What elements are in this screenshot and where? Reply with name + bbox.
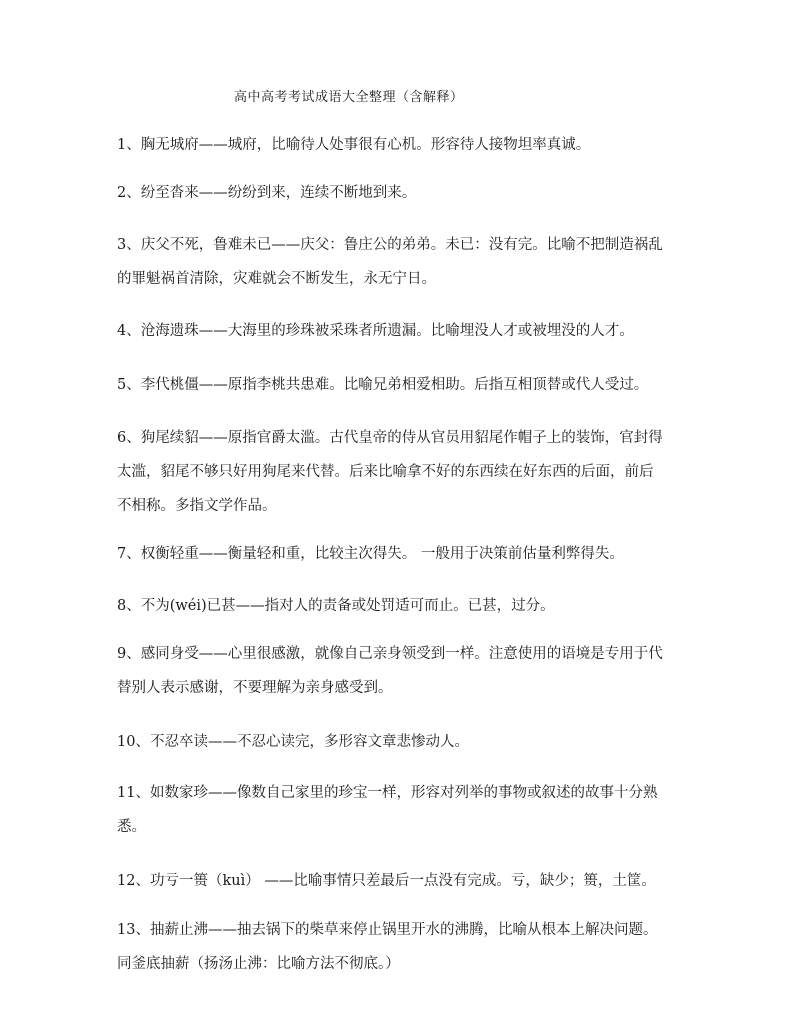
entry-line: 1、胸无城府——城府，比喻待人处事很有心机。形容待人接物坦率真诚。 [117, 137, 591, 153]
entry-line: 同釜底抽薪（扬汤止沸：比喻方法不彻底。） [117, 956, 400, 972]
idiom-entry-12 [117, 864, 695, 898]
entry-line: 替别人表示感谢，不要理解为亲身感受到。 [117, 680, 393, 696]
idiom-entry-10 [117, 725, 695, 759]
entry-line: 12、功亏一篑（kuì） ——比喻事情只差最后一点没有完成。亏，缺少；篑，土筐。 [117, 873, 656, 889]
entry-line: 的罪魁祸首清除，灾难就会不断发生，永无宁日。 [117, 271, 436, 287]
entry-line: 太滥，貂尾不够只好用狗尾来代替。后来比喻拿不好的东西续在好东西的后面，前后 [117, 464, 654, 480]
entry-line: 3、庆父不死，鲁难未已——庆父：鲁庄公的弟弟。未已：没有完。比喻不把制造祸乱 [117, 237, 663, 253]
idiom-entry-3 [117, 228, 695, 296]
idiom-entry-7 [117, 537, 695, 571]
entry-line: 8、不为(wéi)已甚——指对人的责备或处罚适可而止。已甚，过分。 [117, 598, 555, 614]
idiom-entry-9 [117, 637, 695, 705]
entry-line: 悉。 [117, 819, 146, 835]
entry-line: 6、狗尾续貂——原指官爵太滥。古代皇帝的侍从官员用貂尾作帽子上的装饰，官封得 [117, 430, 663, 446]
entry-line: 2、纷至沓来——纷纷到来，连续不断地到来。 [117, 185, 417, 201]
idiom-entry-6 [117, 421, 695, 523]
idiom-entry-8 [117, 589, 695, 623]
entry-line: 不相称。多指文学作品。 [117, 498, 277, 514]
entry-line: 10、不忍卒读——不忍心读完，多形容文章悲惨动人。 [117, 734, 469, 750]
idiom-entry-2 [117, 176, 695, 210]
entry-line: 11、如数家珍——像数自己家里的珍宝一样，形容对列举的事物或叙述的故事十分熟 [117, 785, 658, 801]
entry-line: 4、沧海遗珠——大海里的珍珠被采珠者所遗漏。比喻埋没人才或被埋没的人才。 [117, 323, 634, 339]
idiom-entry-4 [117, 314, 695, 348]
entry-line: 13、抽薪止沸——抽去锅下的柴草来停止锅里开水的沸腾，比喻从根本上解决问题。 [117, 922, 658, 938]
idiom-entry-13 [117, 913, 695, 981]
idiom-entry-1 [117, 128, 695, 162]
entry-line: 5、李代桃僵——原指李桃共患难。比喻兄弟相爱相助。后指互相顶替或代人受过。 [117, 377, 649, 393]
idiom-entry-11 [117, 776, 695, 844]
idiom-entry-5 [117, 368, 695, 402]
page-title: 高中高考考试成语大全整理（含解释） [234, 90, 464, 105]
entry-line: 9、感同身受——心里很感激，就像自己亲身领受到一样。注意使用的语境是专用于代 [117, 646, 663, 662]
entry-line: 7、权衡轻重——衡量轻和重，比较主次得失。 一般用于决策前估量利弊得失。 [117, 546, 624, 562]
